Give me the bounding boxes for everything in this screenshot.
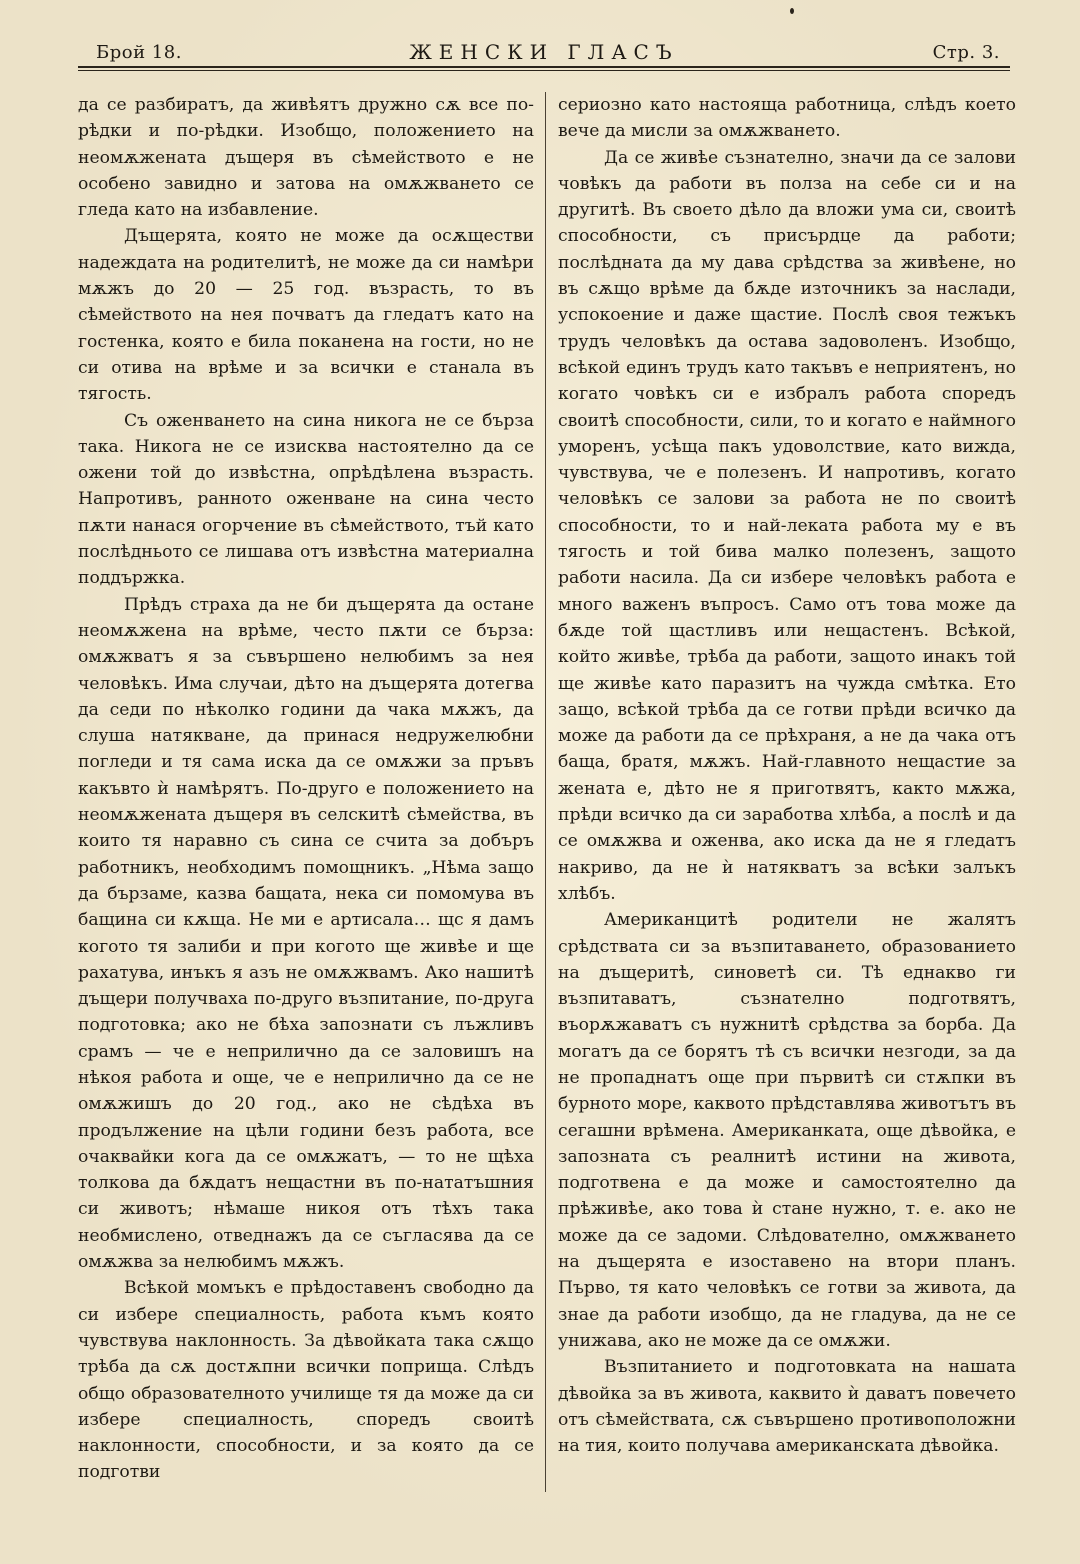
paragraph: Всѣкой момъкъ е прѣдоставенъ свободно да си избере специалность, работа къмъ която чувствува наклонность. За дѣвойката така сѫщо трѣба да сѫ достѫпни всички поприща. Слѣдъ общо образователното училище тя да може да си избере специалность, споредъ своитѣ наклонности, способности, и за която да се подготви <box>78 1278 534 1483</box>
page-number: Стр. 3. <box>932 42 1000 63</box>
paragraph: Съ оженването на сина никога не се бърза така. Никога не се изисква настоятелно да се ожени той до извѣстна, опрѣдѣлена възрасть. Напротивъ, ранното оженване на сина често пѫти нанася огорчение въ сѣмейството, тъй като послѣдньото се лишава отъ извѣстна материална поддържка. <box>78 410 534 589</box>
paragraph: сериозно като настояща работница, слѣдъ което вече да мисли за омѫжването. <box>558 95 1016 142</box>
column-divider <box>545 92 546 1492</box>
page-header <box>78 38 1010 68</box>
paragraph: Дъщерята, която не може да осѫществи надеждата на родителитѣ, не може да си намѣри мѫжъ до 20 — 25 год. възрасть, то въ сѣмейството на нея почватъ да гледатъ като на гостенка, която е била поканена на гости, но не си отива на врѣме и за всички е станала въ тягость. <box>78 226 534 405</box>
paragraph: Да се живѣе съзнателно, значи да се залови човѣкъ да работи въ полза на себе си и на другитѣ. Въ своето дѣло да вложи ума си, своитѣ способности, съ присърдце да работи; послѣдната да му дава срѣдства за живѣене, но въ сѫщо врѣме да бѫде източникъ за наслади, успокоение и даже щастие. Послѣ своя тежъкъ трудъ человѣкъ да остава задоволенъ. Изобщо, всѣкой единъ трудъ като такъвъ е неприятенъ, но когато човѣкъ си е избралъ работа споредъ своитѣ способности, сили, то и когато е наймного уморенъ, усѣща пакъ удоволствие, като вижда, чувствува, че е полезенъ. И напротивъ, когато человѣкъ се залови за работа не по своитѣ способности, то и най-леката работа му е въ тягость и той бива малко полезенъ, защото работи насила. Да си избере человѣкъ работа е много важенъ въпросъ. Само отъ това може да бѫде той щастливъ или нещастенъ. Всѣкой, който живѣе, трѣба да работи, защото инакъ той ще живѣе като паразитъ на чужда смѣтка. Ето защо, всѣкой трѣба да се готви прѣди всичко да може да работи да се прѣхраня, а не да чака отъ баща, братя, мѫжъ. Най-главното нещастие за жената е, дѣто не я приготвятъ, както мѫжа, прѣди всичко да си заработва хлѣба, а послѣ и да се омѫжва и оженва, ако иска да не я гледатъ накриво, да не ѝ натякватъ за всѣки залъкъ хлѣбъ. <box>558 147 1016 904</box>
paragraph: Прѣдъ страха да не би дъщерята да остане неомѫжена на врѣме, често пѫти се бърза: омѫжватъ я за съвършено нелюбимъ за нея человѣкъ. Има случаи, дѣто на дъщерята дотегва да седи по нѣколко години да чака мѫжъ, да слуша натякване, да принася недружелюбни погледи и тя сама иска да се омѫжи за пръвъ какъвто ѝ намѣрятъ. По-другo е положението на неомѫжената дъщеря въ селскитѣ сѣмейства, въ които тя наравно съ сина се счита за добъръ работникъ, необходимъ помощникъ. „Нѣма защо да бързаме, казва бащата, нека си помомува въ бащина си кѫща. Не ми е артисала… щс я дамъ когото тя залиби и при когото ще живѣе и ще рахатува, инъкъ я азъ не омѫжвамъ. Ако нашитѣ дъщери получваха по-друго възпитание, по-друга подготовка; ако не бѣха запознати съ лъжливъ срамъ — че е неприлично да се заловишъ на нѣкоя работа и още, че е неприлично да се не омѫжишъ до 20 год., ако не сѣдѣха въ продължение на цѣли години безъ работа, все очаквайки кога да се омѫжатъ, — то не щѣха толкова да бѫдатъ нещастни въ по-нататъшния си животъ; нѣмаше никоя отъ тѣхъ така необмислено, отведнажъ да се съгласява да се омѫжва за нелюбимъ мѫжъ. <box>78 594 534 1273</box>
newspaper-title: ЖЕНСКИ ГЛАСЪ <box>409 40 679 64</box>
ink-speck <box>790 8 794 14</box>
left-column <box>78 92 534 1486</box>
issue-number: Брой 18. <box>96 42 182 63</box>
paragraph: Американцитѣ родители не жалятъ срѣдствата си за възпитаването, образованието на дъщеритѣ, синоветѣ си. Тѣ еднакво ги възпитаватъ, съзнателно подготвятъ, въорѫжаватъ съ нужнитѣ срѣдства за борба. Да могатъ да се борятъ тѣ съ всички незгоди, за да не пропаднатъ още при първитѣ си стѫпки въ бурното море, каквото прѣдставлява животътъ въ сегашни врѣмена. Американката, още дѣвойка, е запозната съ реалнитѣ истини на живота, подготвена е да може и самостоятелно да прѣживѣе, ако това ѝ стане нужно, т. е. ако не може да се задоми. Слѣдователно, омѫжването на дъщерята е изоставено на втори планъ. Първо, тя като человѣкъ се готви за живота, да знае да работи изобщо, да не гладува, да не се унижава, ако не може да се омѫжи. <box>558 910 1016 1351</box>
paragraph: Възпитанието и подготовката на нашата дѣвойка за въ живота, каквито ѝ даватъ повечето отъ сѣмействата, сѫ съвършено противоположни на тия, които получава американската дѣвойка. <box>558 1357 1016 1457</box>
paragraph: да се разбиратъ, да живѣятъ дружно сѫ все по-рѣдки и по-рѣдки. Изобщо, положението на неомѫжената дъщеря въ сѣмейството е не особено завидно и затова на омѫжването се гледа като на избавление. <box>78 95 534 221</box>
header-rule <box>78 66 1010 68</box>
right-column <box>558 92 1016 1459</box>
header-rule-thin <box>78 70 1010 71</box>
